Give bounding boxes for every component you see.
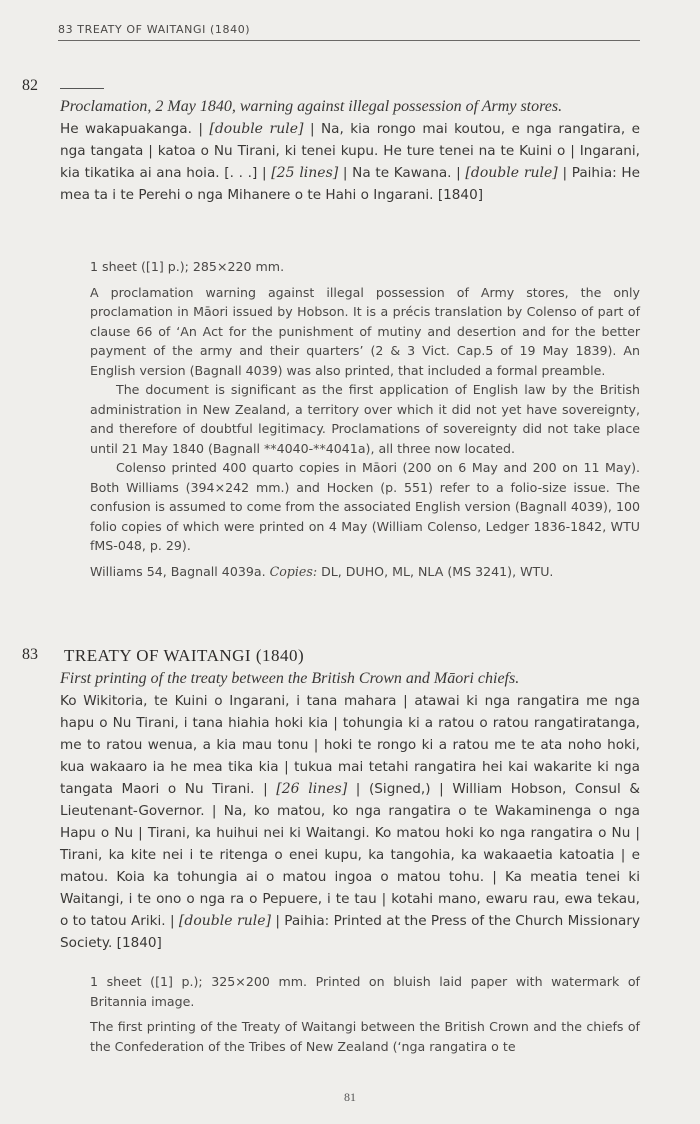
entry-83-para-1: The first printing of the Treaty of Waitangi between the British Crown and the chiefs of the Confederation of the Tribes of New Zealand (‘nga rangatira o te — [90, 1019, 640, 1054]
entry-82-para-1: A proclamation warning against illegal possession of Army stores, the only proclamation in Māori issued by Hobson. It is a précis translation by Colenso of part of clause 66 of ‘An Act for the punishment of mutiny and desertion and for the better payment of the army and their quarters’ (2 & 3 Vict. Cap.5 of 19 May 1839). An English version (Bagnall 4039) was also printed, that included a formal preamble. — [90, 284, 640, 378]
text-segment: | Na, kia rongo mai koutou, e nga rangatira, e nga tangata | katoa o Nu Tirani, ki tenei kupu. He ture tenei na te Kuini o | Ingarani, kia tikatika ai ana hoia. [. . .] | — [60, 121, 640, 181]
entry-82-refs: Williams 54, Bagnall 4039a. — [90, 563, 266, 579]
entry-82-references — [90, 562, 640, 582]
text-segment: | (Signed,) | William Hobson, Consul & Lieutenant-Governor. | Na, ko matou, ko nga rangatira o te Wakaminenga o nga Hapu o Nu | Tirani, ka huihui nei ki Waitangi. Ko matou hoki ko nga rangatira o Nu | Tirani, ka kite nei i te ritenga o enei kupu, ka tangohia, ka wakaaetia katoatia | e matou. Koia ka tohungia ai o matou ingoa o matou tohu. | Ka meatia tenei ki Waitangi, i te ono o nga ra o Pepuere, i te tau | kotahi mano, ewaru rau, ewa tekau, o to tatou Ariki. | — [60, 781, 640, 929]
entry-82-para-3: Colenso printed 400 quarto copies in Māori (200 on 6 May and 200 on 11 May). Both Williams (394×242 mm.) and Hocken (p. 551) refer to a folio-size issue. The confusion is assumed to come from the associated English version (Bagnall 4039), 100 folio copies of which were printed on 4 May (William Colenso, Ledger 1836-1842, WTU fMS-048, p. 29). — [90, 460, 640, 553]
entry-83-transcription — [60, 690, 640, 954]
entry-83-heading: TREATY OF WAITANGI (1840) — [64, 646, 305, 665]
entry-82-notes — [90, 257, 640, 581]
entry-82-para-2: The document is significant as the first application of English law by the British administration in New Zealand, a territory over which it did not yet have sovereignty, and therefore of doubtful legitimacy. Proclamations of sovereignty did not take place until 21 May 1840 (Bagnall **4040-**4041a), all three now located. — [90, 382, 640, 456]
entry-83-title: First printing of the treaty between the British Crown and Māori chiefs. — [60, 670, 520, 687]
text-segment: [26 lines] — [276, 781, 348, 797]
entry-82-copies: DL, DUHO, ML, NLA (MS 3241), WTU. — [317, 563, 554, 579]
text-segment: [double rule] — [178, 913, 271, 929]
entry-82 — [60, 96, 640, 206]
entry-83 — [60, 668, 640, 954]
entry-82-transcription — [60, 118, 640, 206]
entry-83-collation: 1 sheet ([1] p.); 325×200 mm. Printed on bluish laid paper with watermark of Britannia image. — [90, 974, 640, 1009]
text-segment: [double rule] — [465, 165, 558, 181]
page-number: 81 — [344, 1090, 356, 1104]
entry-dash — [60, 88, 104, 89]
text-segment: [25 lines] — [271, 165, 339, 181]
entry-number-82: 82 — [22, 77, 38, 94]
text-segment: [double rule] — [209, 121, 304, 137]
text-segment: He wakapuakanga. | — [60, 121, 210, 137]
text-segment: | Paihia: He mea ta i te Perehi o nga Mihanere o te Hahi o Ingarani. [1840] — [60, 165, 641, 203]
entry-number-83: 83 — [22, 646, 38, 663]
text-segment: Ko Wikitoria, te Kuini o Ingarani, i tana mahara | atawai ki nga rangatira me nga hapu o Nu Tirani, i tana hiahia hoki kia | tohungia ki a ratou o ratou rangatiratanga, me to ratou wenua, a kia mau tonu | hoki te rongo ki a ratou me te ata noho hoki, kua wakaaro ia he mea tika kia | tukua mai tetahi rangatira hei kai wakarite ki nga tangata Maori o Nu Tirani. | — [60, 693, 640, 797]
copies-label: Copies: — [269, 563, 318, 579]
entry-82-collation: 1 sheet ([1] p.); 285×220 mm. — [90, 259, 285, 274]
text-segment: | Paihia: Printed at the Press of the Church Missionary Society. [1840] — [60, 913, 641, 951]
entry-82-title: Proclamation, 2 May 1840, warning against illegal possession of Army stores. — [60, 98, 563, 115]
entry-83-notes — [90, 972, 640, 1056]
text-segment: | Na te Kawana. | — [338, 165, 466, 181]
running-head: 83 TREATY OF WAITANGI (1840) — [58, 23, 640, 41]
